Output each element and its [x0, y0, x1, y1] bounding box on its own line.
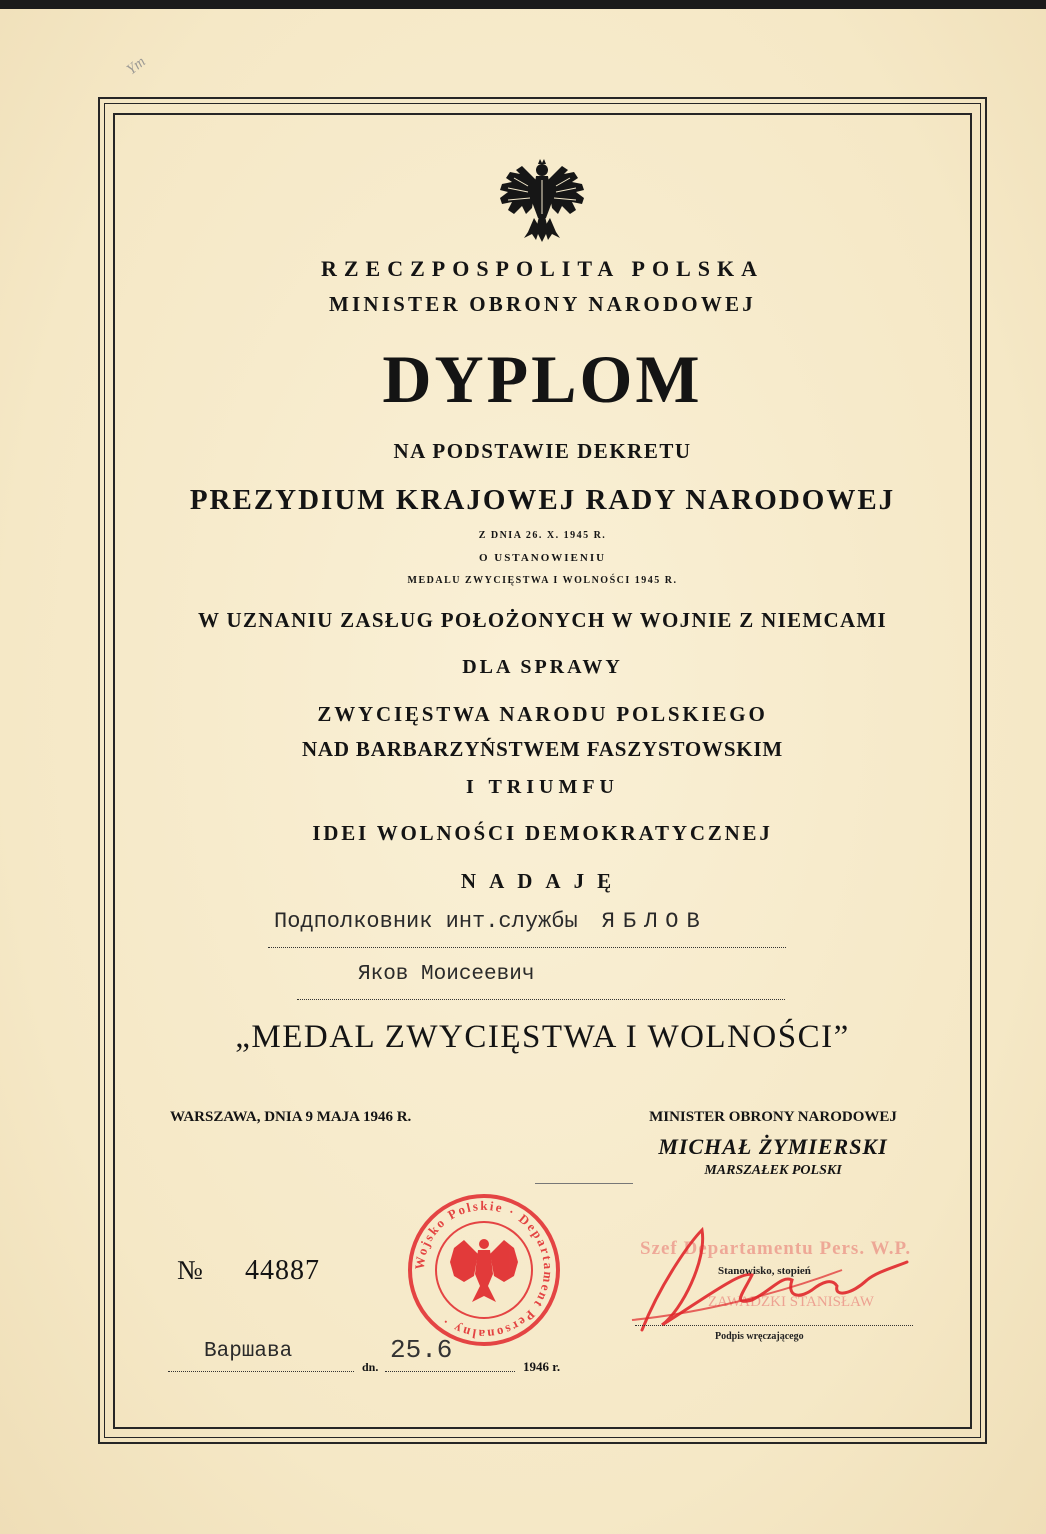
svg-text:Wojsko Polskie · Departament P: Wojsko Polskie · Departament Personalny ·: [411, 1197, 557, 1343]
issue-year: 1946 r.: [523, 1359, 561, 1374]
recognition-text: W UZNANIU ZASŁUG POŁOŻONYCH W WOJNIE Z NIEMCAMI: [197, 608, 888, 632]
decree-line-2: PREZYDIUM KRAJOWEJ RADY NARODOWEJ: [189, 484, 896, 516]
header-ministry: MINISTER OBRONY NARODOWEJ: [329, 292, 756, 316]
decree-date: Z DNIA 26. X. 1945 R.: [478, 530, 607, 541]
decree-line-1: NA PODSTAWIE DEKRETU: [393, 439, 692, 463]
victory-text: ZWYCIĘSTWA NARODU POLSKIEGO: [317, 702, 768, 726]
triumph-text: I TRIUMFU: [466, 776, 619, 798]
decree-medal: MEDALU ZWYCIĘSTWA I WOLNOŚCI 1945 R.: [407, 575, 678, 586]
position-label: Stanowisko, stopień: [718, 1265, 811, 1277]
pencil-note: Ym: [123, 53, 149, 79]
document-title: DYPLOM: [382, 341, 703, 417]
place-date: WARSZAWA, DNIA 9 MAJA 1946 R.: [170, 1109, 412, 1125]
red-stamp-name: ZAWADZKI STANISŁAW: [708, 1294, 874, 1310]
cause-text: DLA SPRAWY: [462, 656, 623, 678]
recipient-surname: ЯБЛОВ: [601, 909, 708, 934]
issue-dn-label: dn.: [362, 1360, 379, 1374]
grants-text: NADAJĘ: [460, 869, 625, 893]
dotted-line-name: [297, 999, 785, 1000]
number-label: №: [177, 1255, 203, 1285]
decree-subject: O USTANOWIENIU: [478, 552, 607, 564]
recipient-name: Яков Моисеевич: [358, 963, 535, 986]
minister-title: MINISTER OBRONY NARODOWEJ: [649, 1109, 897, 1125]
minister-rank: MARSZAŁEK POLSKI: [704, 1163, 842, 1178]
issue-date: 25.6: [390, 1335, 453, 1365]
number-value: 44887: [245, 1255, 320, 1286]
header-republic: RZECZPOSPOLITA POLSKA: [320, 256, 765, 281]
issue-city: Варшава: [204, 1340, 293, 1363]
red-stamp-text: Szef Departamentu Pers. W.P.: [640, 1238, 912, 1259]
medal-name: „MEDAL ZWYCIĘSTWA I WOLNOŚCI”: [235, 1019, 850, 1055]
dotted-line-city: [168, 1371, 354, 1372]
recipient-rank: Подполковник инт.службы: [274, 909, 578, 934]
minister-name: MICHAŁ ŻYMIERSKI: [658, 1134, 888, 1159]
over-text: NAD BARBARZYŃSTWEM FASZYSTOWSKIM: [301, 737, 784, 761]
polish-eagle-emblem-icon: [492, 158, 592, 244]
signature-label: Podpis wręczającego: [715, 1331, 804, 1342]
dotted-line-date: [385, 1371, 515, 1372]
dotted-line-signature: [635, 1325, 913, 1326]
recipient-rank-line: [274, 909, 708, 934]
image-top-border: [0, 0, 1046, 9]
signature-rule: [535, 1183, 633, 1184]
official-red-stamp: [404, 1190, 564, 1350]
dotted-line-rank: [268, 947, 786, 948]
idea-text: IDEI WOLNOŚCI DEMOKRATYCZNEJ: [312, 821, 773, 845]
